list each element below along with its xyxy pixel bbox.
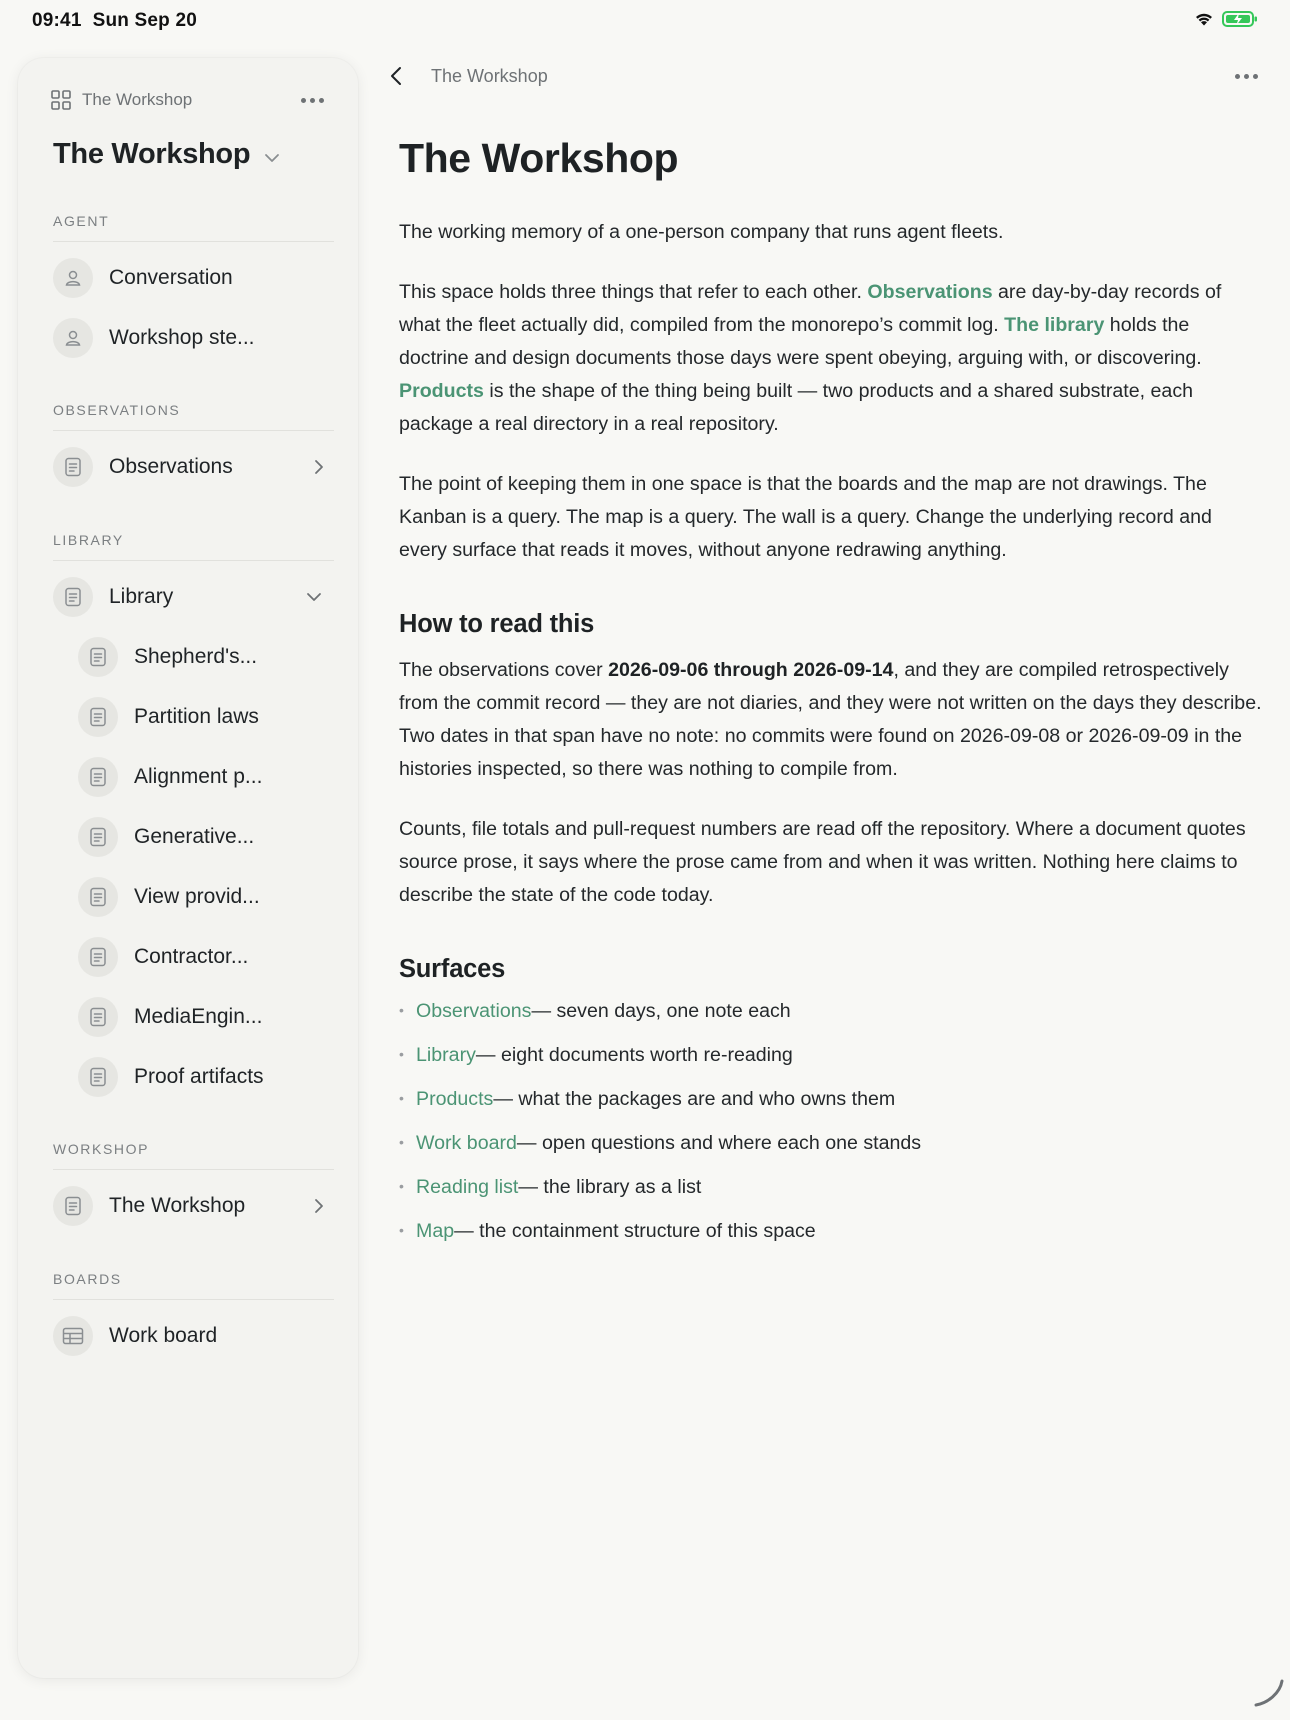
page-title: The Workshop (399, 135, 679, 181)
sidebar-item-label: Workshop ste... (109, 326, 255, 349)
document-icon (78, 1057, 118, 1097)
space-title: The Workshop (53, 138, 251, 170)
sidebar-space-label: The Workshop (82, 90, 193, 109)
section-label-observations: OBSERVATIONS (53, 402, 181, 418)
sidebar-item-label: Contractor... (134, 945, 249, 968)
divider (53, 560, 334, 561)
document-icon (78, 997, 118, 1037)
status-bar (0, 0, 1290, 40)
sidebar-item-label: The Workshop (109, 1194, 246, 1217)
list-item-text: — the containment structure of this space (454, 1220, 816, 1242)
sidebar-item-label: Observations (109, 455, 233, 478)
sidebar-item-label: Alignment p... (134, 765, 263, 788)
surfaces-list (399, 990, 1263, 1254)
sidebar-item-shepherds[interactable] (78, 633, 334, 681)
list-item-text: — seven days, one note each (531, 1000, 791, 1022)
wifi-icon (1194, 11, 1214, 27)
sidebar-item-label: Work board (109, 1324, 218, 1347)
observations-link[interactable]: Observations (416, 1000, 532, 1022)
library-link[interactable]: Library (416, 1044, 476, 1066)
text-run: holds the doctrine and design documents those days were spent obeying, arguing with, or discovering. (399, 314, 1202, 369)
sidebar-item-generative[interactable] (78, 813, 334, 861)
sidebar-item-label: MediaEngin... (134, 1005, 263, 1028)
sidebar-item-work-board[interactable] (53, 1312, 334, 1360)
sidebar-item-the-workshop[interactable] (53, 1182, 334, 1230)
document-icon (78, 637, 118, 677)
sidebar-item-label: View provid... (134, 885, 260, 908)
counts-paragraph: Counts, file totals and pull-request numbers are read off the repository. Where a document quotes source prose, it says where the prose came from and when it was written. Nothing here claims to describe the state of the code today. (399, 818, 1246, 906)
chevron-right-icon[interactable] (314, 1198, 324, 1214)
document-body (399, 130, 1263, 1254)
query-paragraph: The point of keeping them in one space is that the boards and the map are not drawings. The Kanban is a query. The map is a query. The wall is a query. Change the underlying record and every surface that reads it moves, without anyone redrawing anything. (399, 473, 1212, 561)
section-label-boards: BOARDS (53, 1271, 122, 1287)
sidebar-item-label: Partition laws (134, 705, 259, 728)
work-board-link[interactable]: Work board (416, 1132, 517, 1154)
section-label-agent: AGENT (53, 213, 110, 229)
divider (53, 1169, 334, 1170)
library-link[interactable]: The library (1004, 314, 1105, 336)
grid-icon[interactable] (50, 89, 72, 111)
divider (53, 1299, 334, 1300)
status-indicators (1194, 10, 1258, 28)
breadcrumb[interactable]: The Workshop (431, 65, 548, 86)
more-icon[interactable] (299, 92, 326, 109)
document-icon (78, 697, 118, 737)
sidebar-item-label: Shepherd's... (134, 645, 258, 668)
observations-link[interactable]: Observations (867, 281, 993, 303)
sidebar-top-bar (50, 86, 326, 114)
divider (53, 430, 334, 431)
document-icon (78, 937, 118, 977)
sidebar-item-conversation[interactable] (53, 254, 334, 302)
sidebar-item-workshop-steward[interactable] (53, 314, 334, 362)
section-label-library: LIBRARY (53, 532, 124, 548)
sidebar (18, 58, 358, 1678)
list-item: • Work board — open questions and where each one stands (399, 1122, 1263, 1166)
list-item-text: — what the packages are and who owns them (493, 1088, 896, 1110)
chevron-down-icon[interactable] (306, 592, 322, 602)
sidebar-item-proof-artifacts[interactable] (78, 1053, 334, 1101)
section-heading-how-to-read: How to read this (399, 610, 595, 638)
section-label-workshop: WORKSHOP (53, 1141, 150, 1157)
list-item: • Reading list — the library as a list (399, 1166, 1263, 1210)
list-item-text: — eight documents worth re-reading (475, 1044, 793, 1066)
status-clock: 09:41 (32, 10, 82, 31)
text-run: are day-by-day records of what the fleet actually did, compiled from the monorepo’s commit log. (399, 281, 1222, 336)
text-run: This space holds three things that refer to each other. (399, 281, 868, 303)
status-time (32, 10, 197, 32)
sidebar-item-partition-laws[interactable] (78, 693, 334, 741)
dates-paragraph (399, 654, 1263, 786)
text-run: The observations cover (399, 659, 609, 681)
section-heading-surfaces: Surfaces (399, 955, 506, 983)
list-item: • Library — eight documents worth re-reading (399, 1034, 1263, 1078)
intro-paragraph: The working memory of a one-person company that runs agent fleets. (399, 221, 1004, 243)
products-link[interactable]: Products (416, 1088, 494, 1110)
person-icon (53, 318, 93, 358)
list-item-text: — the library as a list (518, 1176, 702, 1198)
document-icon (53, 447, 93, 487)
sidebar-item-alignment[interactable] (78, 753, 334, 801)
sidebar-item-label: Generative... (134, 825, 255, 848)
battery-charging-icon (1222, 10, 1258, 28)
table-icon (53, 1316, 93, 1356)
sidebar-item-observations[interactable] (53, 443, 334, 491)
document-icon (78, 757, 118, 797)
document-icon (78, 817, 118, 857)
document-icon (53, 1186, 93, 1226)
reading-list-link[interactable]: Reading list (416, 1176, 519, 1198)
map-link[interactable]: Map (416, 1220, 455, 1242)
back-icon[interactable] (390, 62, 410, 90)
person-icon (53, 258, 93, 298)
status-date: Sun Sep 20 (92, 10, 197, 31)
sidebar-item-contractor[interactable] (78, 933, 334, 981)
sidebar-item-mediaengine[interactable] (78, 993, 334, 1041)
list-item-text: — open questions and where each one stands (516, 1132, 922, 1154)
list-item: • Observations — seven days, one note each (399, 990, 1263, 1034)
chevron-down-icon (264, 153, 280, 163)
chevron-right-icon[interactable] (314, 459, 324, 475)
text-run: , and they are compiled retrospectively from the commit record — they are not diaries, and they were not written on the days they describe. Two dates in that span have no note: no commits were found on 2026-09-08 or 2026-09-09 in the histories inspected, so there was nothing to compile from. (399, 659, 1262, 780)
sidebar-item-label: Conversation (109, 266, 233, 289)
document-icon (78, 877, 118, 917)
sidebar-item-library[interactable] (53, 573, 334, 621)
sidebar-item-view-providers[interactable] (78, 873, 334, 921)
text-run: is the shape of the thing being built — two products and a shared substrate, each package a real directory in a real repository. (399, 380, 1194, 435)
divider (53, 241, 334, 242)
document-icon (53, 577, 93, 617)
date-range: 2026-09-06 through 2026-09-14 (608, 659, 894, 681)
resize-handle-icon[interactable] (1252, 1675, 1286, 1714)
more-icon[interactable] (1233, 68, 1260, 85)
main-toolbar (390, 60, 1260, 92)
sidebar-item-label: Library (109, 585, 174, 608)
products-link[interactable]: Products (399, 380, 484, 402)
sidebar-item-label: Proof artifacts (134, 1065, 264, 1088)
overview-paragraph (399, 276, 1263, 441)
list-item: • Products — what the packages are and who owns them (399, 1078, 1263, 1122)
space-switcher[interactable] (53, 138, 280, 171)
list-item: • Map — the containment structure of this space (399, 1210, 1263, 1254)
